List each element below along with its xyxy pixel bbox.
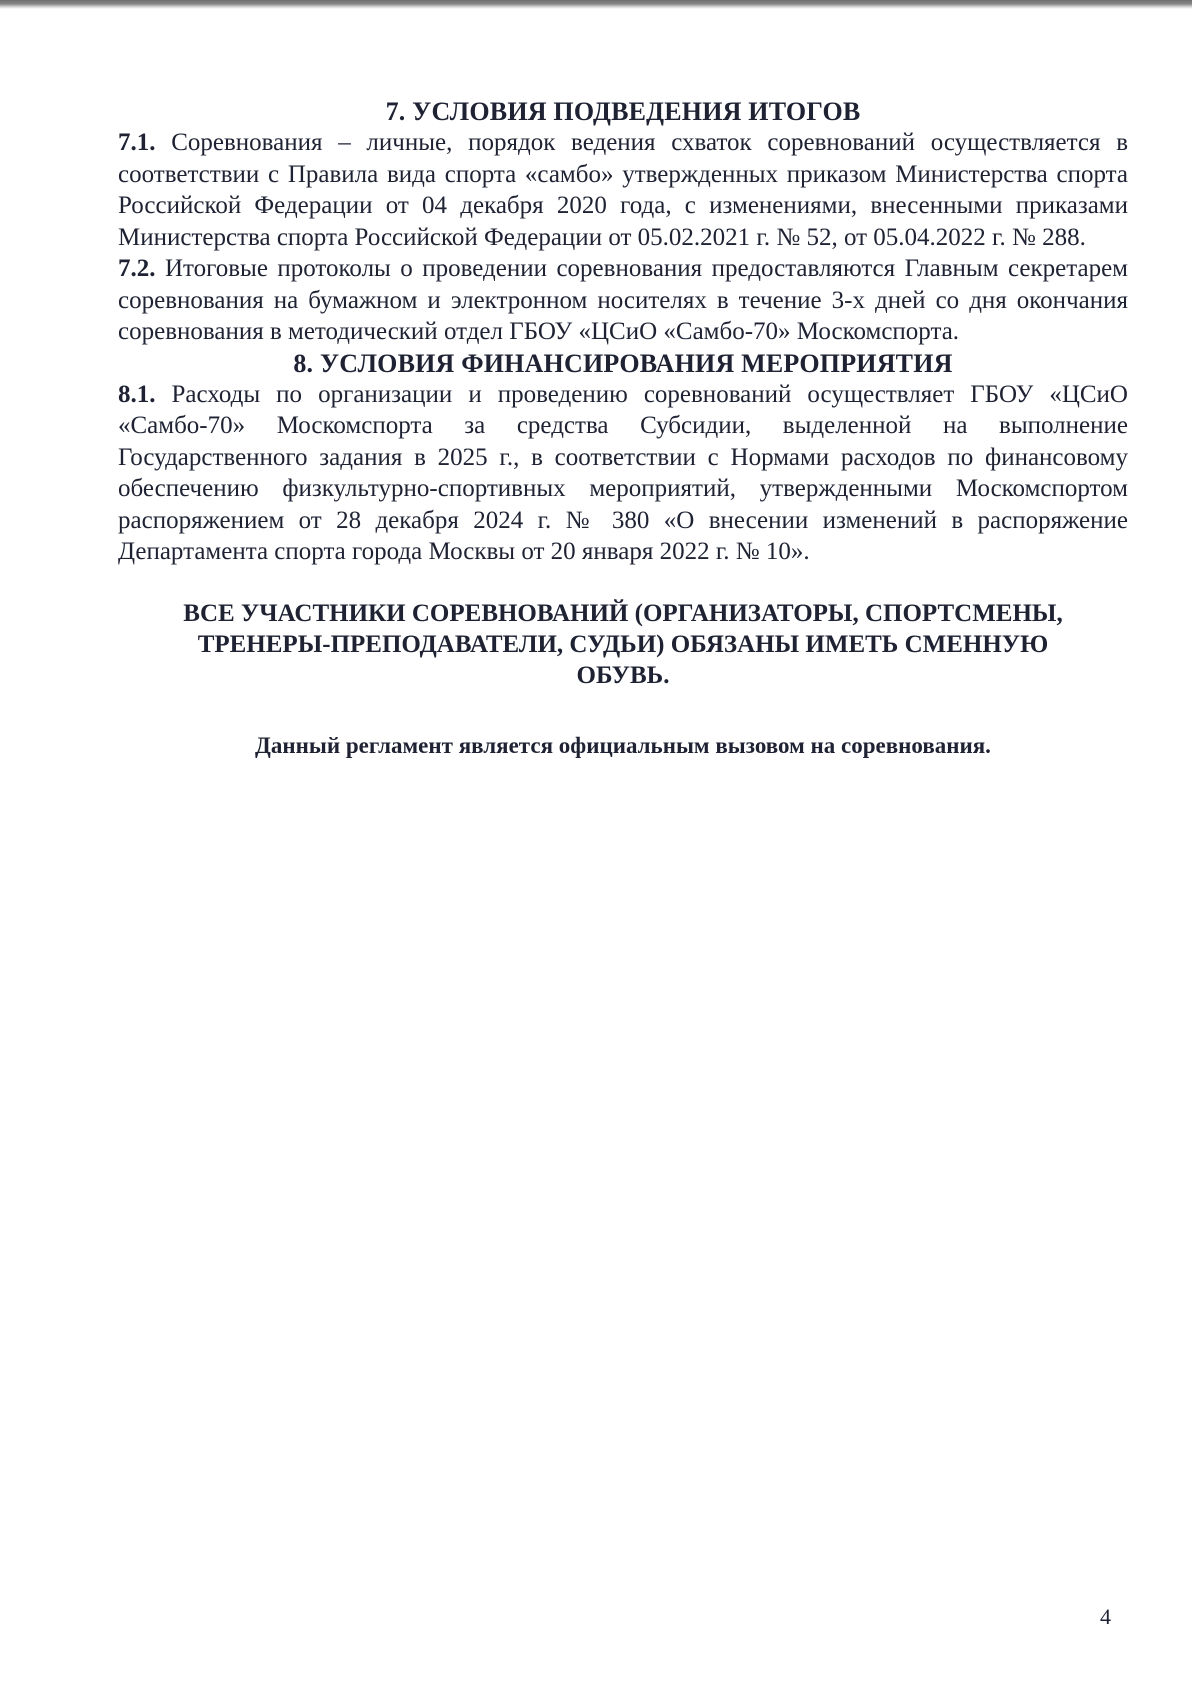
scan-top-edge bbox=[0, 0, 1192, 9]
document-page bbox=[118, 96, 1128, 761]
footwear-notice bbox=[118, 598, 1128, 691]
footwear-notice-line-2: ТРЕНЕРЫ-ПРЕПОДАВАТЕЛИ, СУДЬИ) ОБЯЗАНЫ ИМЕТЬ СМЕННУЮ bbox=[197, 630, 1049, 658]
paragraph-7-1 bbox=[118, 127, 1128, 253]
paragraph-7-2 bbox=[118, 253, 1128, 348]
section-8 bbox=[118, 348, 1128, 568]
paragraph-8-1-text: Расходы по организации и проведению соревнований осуществляет ГБОУ «ЦСиО «Самбо-70» Москомспорта за средства Субсидии, выделенной на выполнение Государственного задания в 2025 г., в соответствии с Нормами расходов по финансовому обеспечению физкультурно-спортивных мероприятий, утвержденными Москомспортом распоряжением от 28 декабря 2024 г. № 380 «О внесении изменений в распоряжение Департамента спорта города Москвы от 20 января 2022 г. № 10». bbox=[118, 380, 1128, 565]
section-7-heading: 7. УСЛОВИЯ ПОДВЕДЕНИЯ ИТОГОВ bbox=[385, 97, 861, 126]
paragraph-7-1-text: Соревнования – личные, порядок ведения схваток соревнований осуществляется в соответствии с Правила вида спорта «самбо» утвержденных приказом Министерства спорта Российской Федерации от 04 декабря 2020 года, с изменениями, внесенными приказами Министерства спорта Российской Федерации от 05.02.2021 г. № 52, от 05.04.2022 г. № 288. bbox=[118, 129, 1128, 251]
paragraph-7-2-number: 7.2. bbox=[118, 255, 156, 282]
closing-statement: Данный регламент является официальным вызовом на соревнования. bbox=[255, 732, 991, 758]
footwear-notice-line-3: ОБУВЬ. bbox=[576, 661, 670, 689]
paragraph-8-1-number: 8.1. bbox=[118, 380, 156, 408]
footwear-notice-line-1: ВСЕ УЧАСТНИКИ СОРЕВНОВАНИЙ (ОРГАНИЗАТОРЫ, СПОРТСМЕНЫ, bbox=[183, 599, 1063, 627]
paragraph-7-1-number: 7.1. bbox=[118, 129, 156, 156]
section-7 bbox=[118, 96, 1128, 348]
section-8-heading: 8. УСЛОВИЯ ФИНАНСИРОВАНИЯ МЕРОПРИЯТИЯ bbox=[293, 348, 953, 378]
paragraph-7-2-text: Итоговые протоколы о проведении соревнования предоставляются Главным секретарем соревнования на бумажном и электронном носителях в течение 3-х дней со дня окончания соревнования в методический отдел ГБОУ «ЦСиО «Самбо-70» Москомспорта. bbox=[118, 255, 1128, 345]
paragraph-8-1 bbox=[118, 379, 1128, 568]
page-number: 4 bbox=[1100, 1604, 1111, 1629]
